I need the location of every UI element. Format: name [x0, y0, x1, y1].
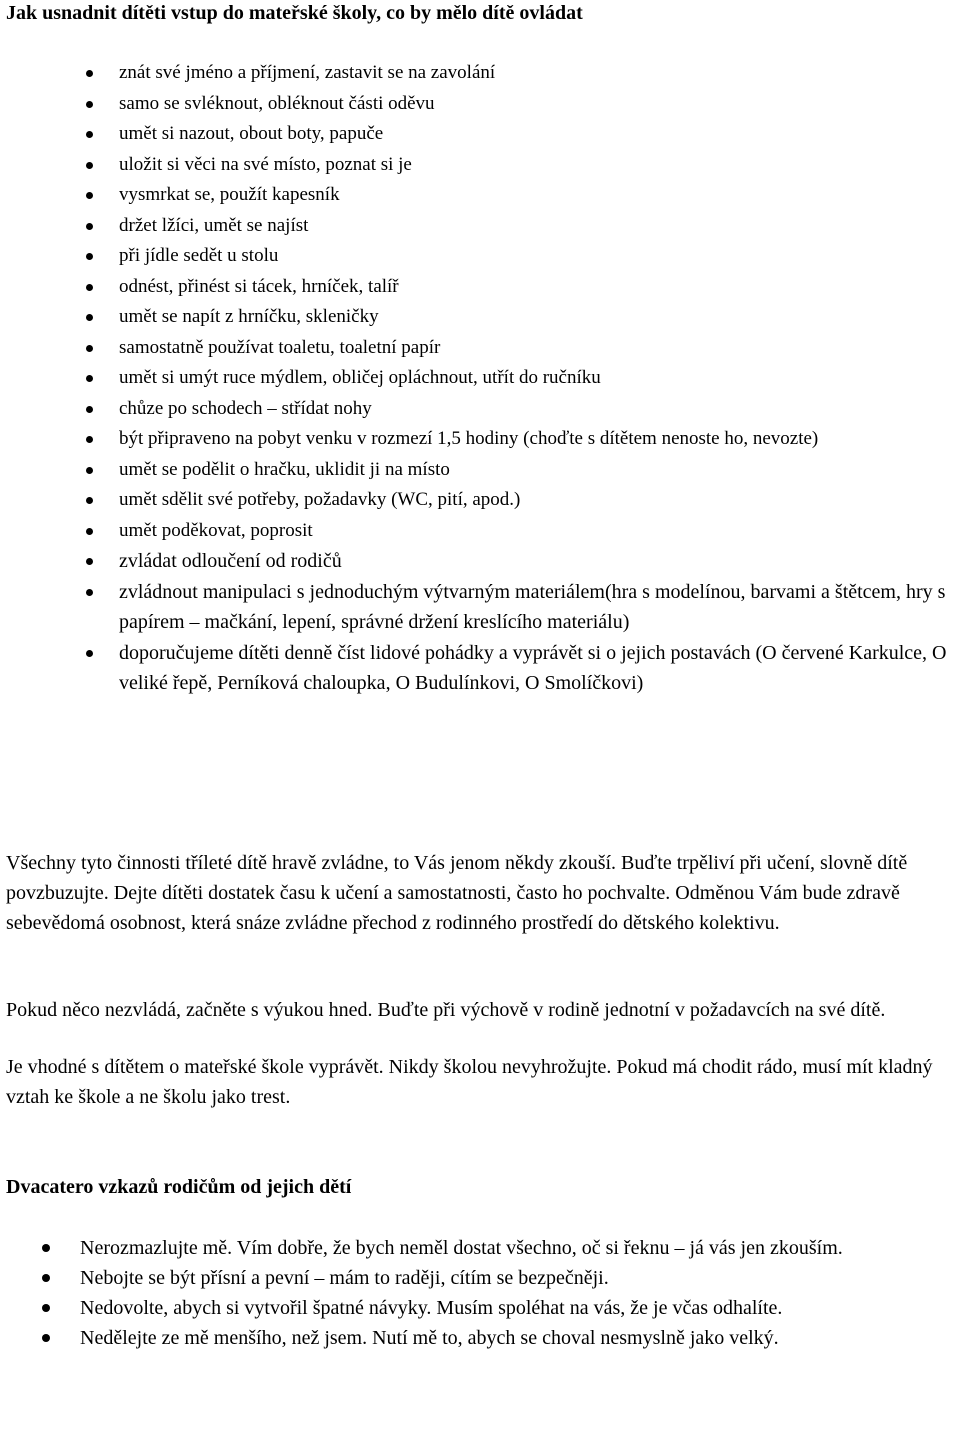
bullet-icon	[86, 497, 93, 504]
list-item	[0, 363, 960, 394]
list-item-text: odnést, přinést si tácek, hrníček, talíř	[119, 275, 399, 297]
list-item-text: znát své jméno a příjmení, zastavit se na zavolání	[119, 62, 496, 83]
bullet-icon	[86, 650, 93, 657]
list-item-text: samostatně používat toaletu, toaletní papír	[119, 336, 441, 358]
list-item	[0, 211, 960, 242]
list-item-text: Nebojte se být přísní a pevní – mám to raději, cítím se bezpečněji.	[80, 1267, 609, 1289]
list-item	[0, 424, 960, 455]
list-item-text: uložit si věci na své místo, poznat si je	[119, 153, 412, 175]
list-item	[0, 455, 960, 486]
list-item	[0, 516, 960, 547]
paragraph-talk-about-school: Je vhodné s dítětem o mateřské škole vyprávět. Nikdy školou nevyhrožujte. Pokud má chodit rádo, musí mít kladný vztah ke škole a ne školu jako trest.	[6, 1056, 933, 1108]
list-item	[0, 180, 960, 211]
list-item	[0, 241, 960, 272]
bullet-icon	[86, 253, 93, 260]
bullet-icon	[42, 1274, 50, 1282]
list-item	[0, 58, 960, 89]
bullet-icon	[86, 345, 93, 352]
bullet-icon	[86, 223, 93, 230]
list-item-text: zvládat odloučení od rodičů	[119, 550, 342, 572]
bullet-icon	[86, 558, 93, 565]
bullet-icon	[86, 101, 93, 108]
list-item-text: při jídle sedět u stolu	[119, 245, 279, 266]
list-item-text: zvládnout manipulaci s jednoduchým výtvarným materiálem(hra s modelínou, barvami a štětcem, hry s papírem – mačkání, lepení, správné držení kreslícího materiálu)	[119, 580, 946, 633]
list-item-text: samo se svléknout, obléknout části oděvu	[119, 92, 435, 114]
paragraph-consistency: Pokud něco nezvládá, začněte s výukou hned. Buďte při výchově v rodině jednotní v požadavcích na své dítě.	[6, 999, 886, 1021]
bullet-icon	[86, 131, 93, 138]
section-heading: Dvacatero vzkazů rodičům od jejich dětí	[6, 1176, 352, 1198]
list-item	[0, 1293, 960, 1323]
list-item-text: doporučujeme dítěti denně číst lidové pohádky a vyprávět si o jejich postavách (O červené Karkulce, O veliké řepě, Perníková chaloupka, O Budulínkovi, O Smolíčkovi)	[119, 641, 947, 694]
list-item	[0, 302, 960, 333]
list-item	[0, 89, 960, 120]
bullet-icon	[86, 528, 93, 535]
list-item-text: umět sdělit své potřeby, požadavky (WC, pití, apod.)	[119, 489, 521, 510]
bullet-icon	[86, 162, 93, 169]
messages-list	[0, 1233, 960, 1353]
list-item-text: Nerozmazlujte mě. Vím dobře, že bych neměl dostat všechno, oč si řeknu – já vás jen zkouším.	[80, 1237, 843, 1259]
bullet-icon	[42, 1334, 50, 1342]
bullet-icon	[42, 1244, 50, 1252]
list-item	[0, 1233, 960, 1263]
list-item	[0, 119, 960, 150]
list-item-text: Nedělejte ze mě menšího, než jsem. Nutí mě to, abych se choval nesmyslně jako velký.	[80, 1327, 779, 1349]
bullet-icon	[86, 406, 93, 413]
list-item	[0, 577, 960, 638]
list-item-text: chůze po schodech – střídat nohy	[119, 397, 372, 419]
list-item	[0, 150, 960, 181]
list-item	[0, 546, 960, 577]
list-item	[0, 638, 960, 699]
list-item-text: umět se podělit o hračku, uklidit ji na místo	[119, 458, 450, 480]
list-item-text: držet lžíci, umět se najíst	[119, 214, 309, 236]
list-item	[0, 1323, 960, 1353]
list-item-text: vysmrkat se, použít kapesník	[119, 184, 340, 205]
bullet-icon	[86, 192, 93, 199]
list-item-text: Nedovolte, abych si vytvořil špatné návyky. Musím spoléhat na vás, že je včas odhalíte.	[80, 1297, 783, 1319]
bullet-icon	[86, 284, 93, 291]
list-item	[0, 1263, 960, 1293]
bullet-icon	[86, 314, 93, 321]
bullet-icon	[86, 375, 93, 382]
list-item-text: umět si umýt ruce mýdlem, obličej opláchnout, utřít do ručníku	[119, 367, 601, 388]
list-item	[0, 485, 960, 516]
list-item-text: umět se napít z hrníčku, skleničky	[119, 306, 379, 327]
list-item-text: umět poděkovat, poprosit	[119, 519, 313, 541]
list-item-text: být připraveno na pobyt venku v rozmezí 1,5 hodiny (choďte s dítětem nenoste ho, nevozte)	[119, 428, 819, 449]
paragraph-encouragement: Všechny tyto činnosti tříleté dítě hravě zvládne, to Vás jenom někdy zkouší. Buďte trpěliví při učení, slovně dítě povzbuzujte. Dejte dítěti dostatek času k učení a samostatnosti, často ho pochvalte. Odměnou Vám bude zdravě sebevědomá osobnost, která snáze zvládne přechod z rodinného prostředí do dětského kolektivu.	[6, 852, 908, 934]
list-item	[0, 333, 960, 364]
list-item	[0, 394, 960, 425]
skills-list	[0, 58, 960, 699]
bullet-icon	[86, 467, 93, 474]
bullet-icon	[86, 589, 93, 596]
list-item	[0, 272, 960, 303]
bullet-icon	[86, 436, 93, 443]
list-item-text: umět si nazout, obout boty, papuče	[119, 123, 384, 144]
bullet-icon	[86, 70, 93, 77]
page-title: Jak usnadnit dítěti vstup do mateřské školy, co by mělo dítě ovládat	[6, 2, 583, 24]
bullet-icon	[42, 1304, 50, 1312]
